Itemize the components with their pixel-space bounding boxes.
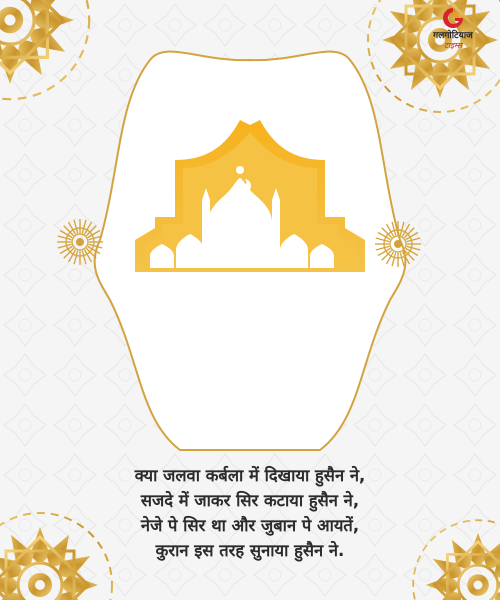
brand-name: गलगोटियाज (433, 31, 473, 41)
poem-block (60, 463, 440, 563)
poem-line: क्या जलवा कर्बला में दिखाया हुसैन ने, (134, 466, 366, 485)
brand-tagline: टाइम्स (443, 41, 463, 50)
flower-medallion-left-icon (57, 219, 103, 265)
brand-logo-icon (441, 6, 465, 30)
poem-line: सजदे में जाकर सिर कटाया हुसैन ने, (140, 491, 360, 510)
flower-medallion-right-icon (375, 221, 421, 267)
poem-line: कुरान इस तरह सुनाया हुसैन ने. (155, 541, 345, 560)
corner-ornament-top-left-icon (0, 0, 89, 99)
brand-logo[interactable] (418, 6, 488, 50)
poem-line: नेजे पे सिर था और जुबान पे आयतें, (140, 516, 360, 535)
